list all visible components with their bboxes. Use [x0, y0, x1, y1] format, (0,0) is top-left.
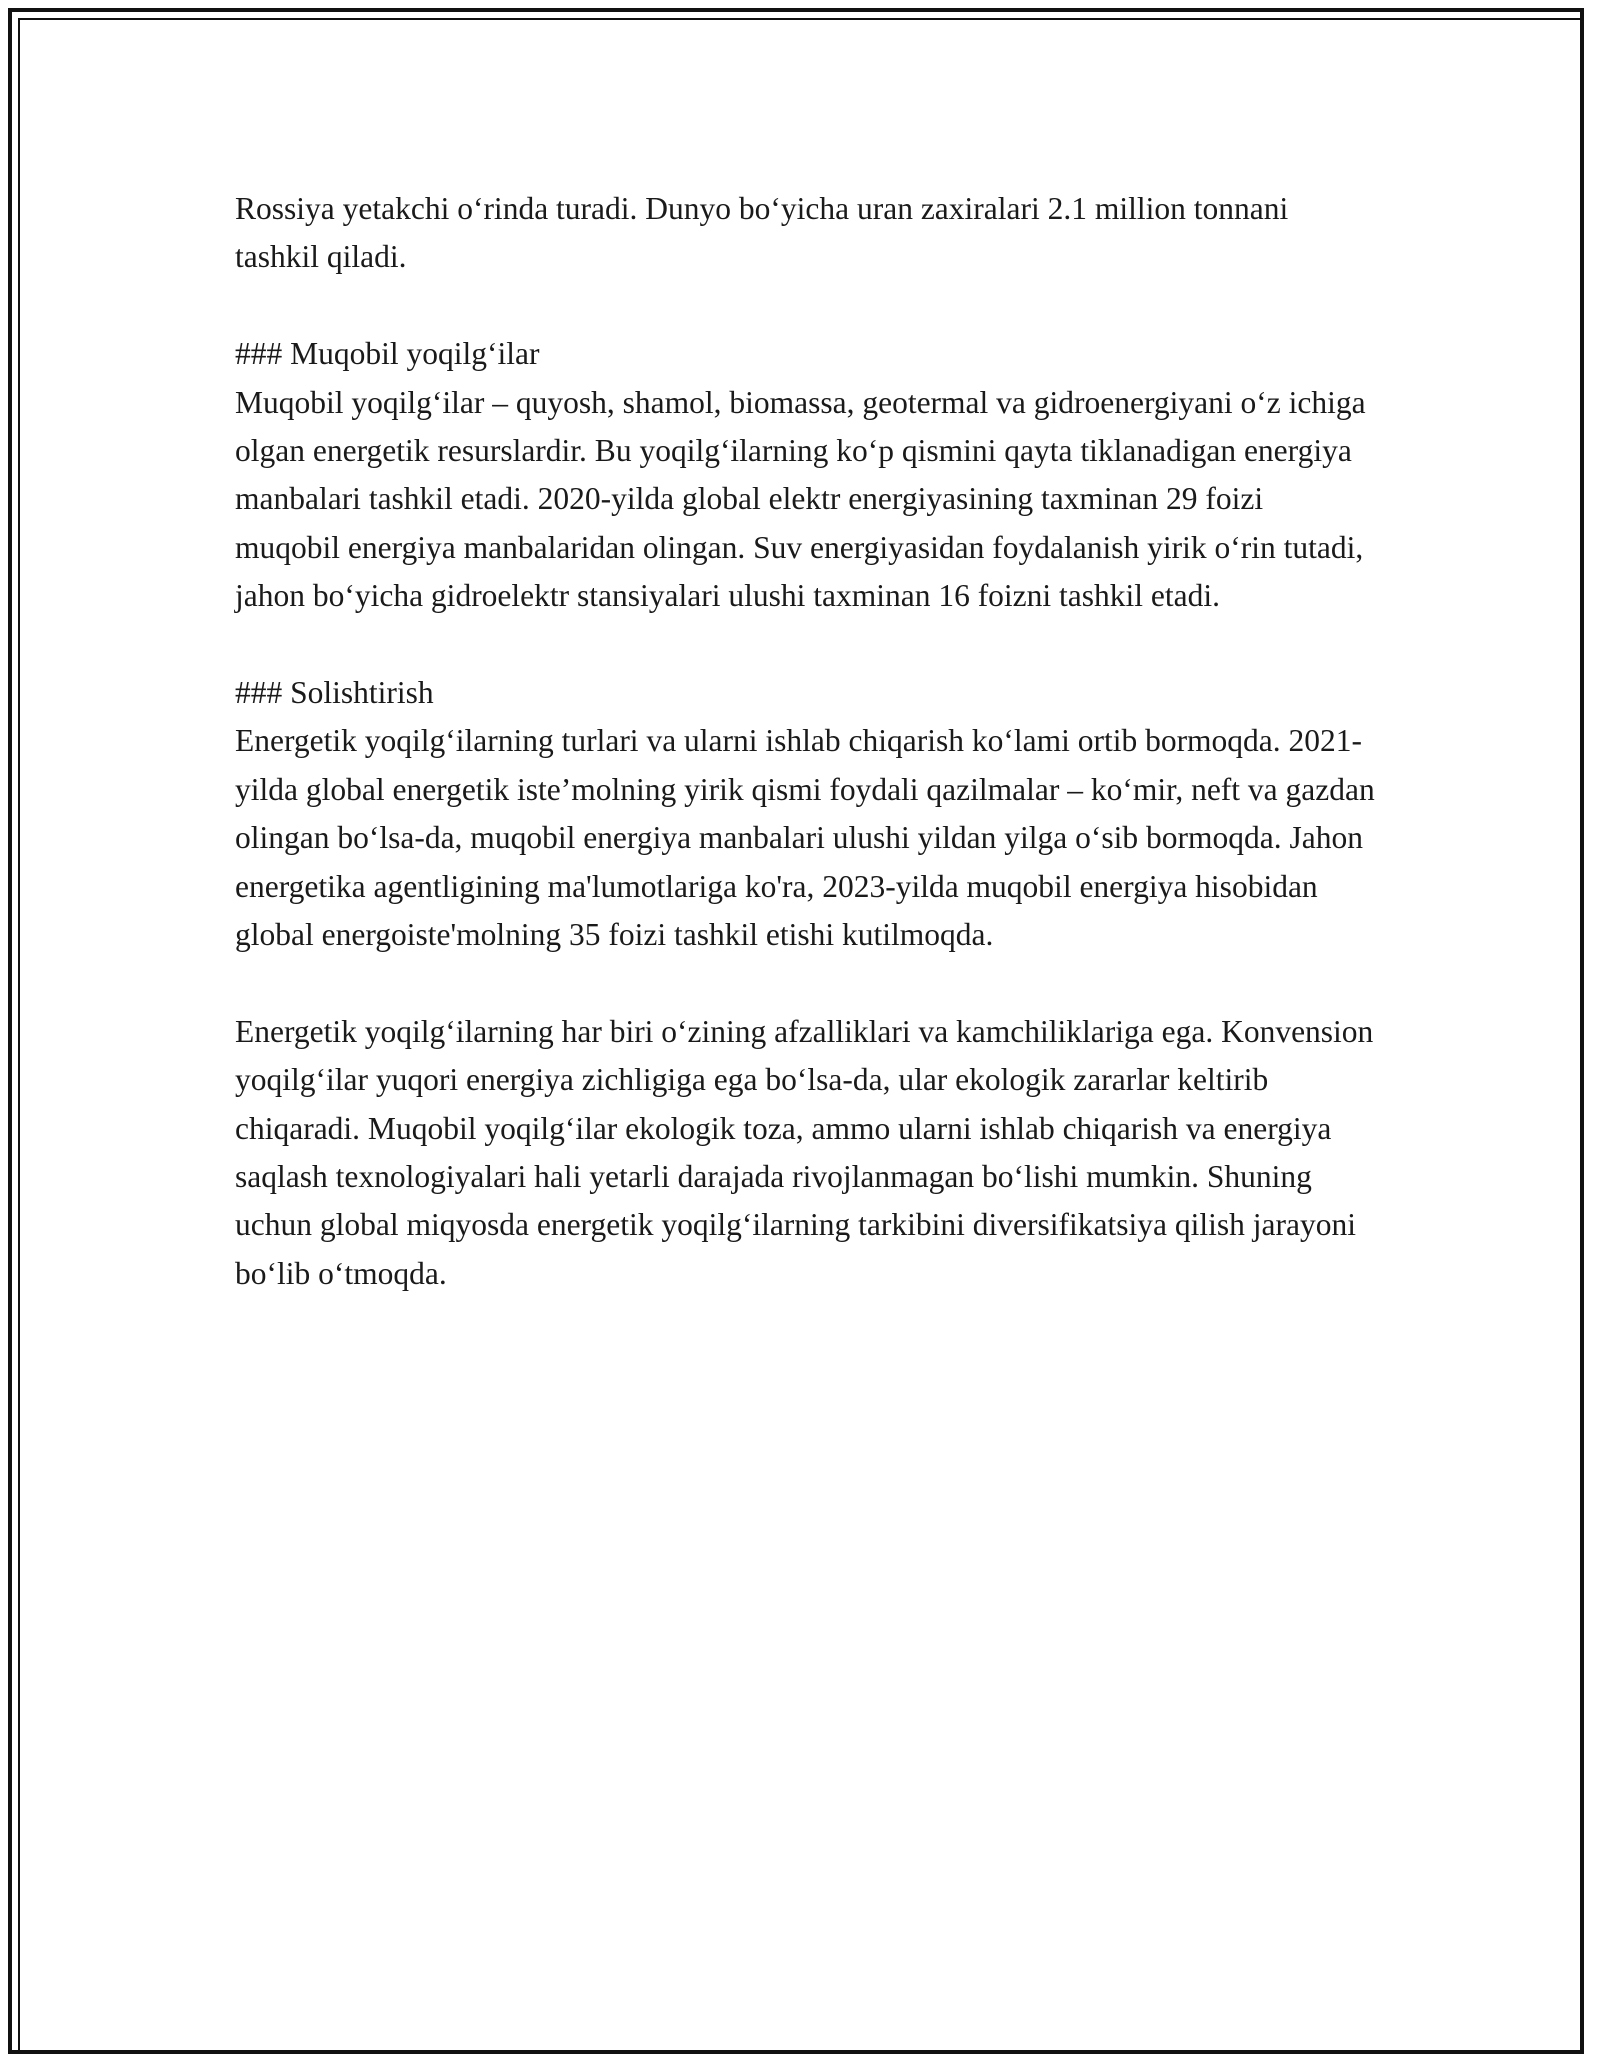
paragraph-uranium-reserves: Rossiya yetakchi o‘rinda turadi. Dunyo bo‘yicha uran zaxiralari 2.1 million tonnani tashkil qiladi.	[235, 191, 1289, 275]
heading-comparison: ### Solishtirish	[235, 675, 434, 711]
paragraph-spacer	[235, 959, 1375, 1007]
heading-alternative-fuels: ### Muqobil yoqilg‘ilar	[235, 336, 540, 372]
paragraph-pros-cons: Energetik yoqilg‘ilarning har biri o‘zining afzalliklari va kamchiliklariga ega. Konvension yoqilg‘ilar yuqori energiya zichligiga ega bo‘lsa-da, ular ekologik zararlar keltirib chiqaradi. Muqobil yoqilg‘ilar ekologik toza, ammo ularni ishlab chiqarish va energiya saqlash texnologiyalari hali yetarli darajada rivojlanmagan bo‘lishi mumkin. Shuning uchun global miqyosda energetik yoqilg‘ilarning tarkibini diversifikatsiya qilish jarayoni bo‘lib o‘tmoqda.	[235, 1013, 1374, 1291]
paragraph-spacer	[235, 621, 1375, 669]
paragraph-alternative-fuels: Muqobil yoqilg‘ilar – quyosh, shamol, biomassa, geotermal va gidroenergiyani o‘z ichiga olgan energetik resurslardir. Bu yoqilg‘ilarning ko‘p qismini qayta tiklanadigan energiya manbalari tashkil etadi. 2020-yilda global elektr energiyasining taxminan 29 foizi muqobil energiya manbalaridan olingan. Suv energiyasidan foydalanish yirik o‘rin tutadi, jahon bo‘yicha gidroelektr stansiyalari ulushi taxminan 16 foizni tashkil etadi.	[235, 384, 1366, 614]
paragraph-comparison: Energetik yoqilg‘ilarning turlari va ularni ishlab chiqarish ko‘lami ortib bormoqda. 2021-yilda global energetik iste’molning yirik qismi foydali qazilmalar – ko‘mir, neft va gazdan olingan bo‘lsa-da, muqobil energiya manbalari ulushi yildan yilga o‘sib bormoqda. Jahon energetika agentligining ma'lumotlariga ko'ra, 2023-yilda muqobil energiya hisobidan global energoiste'molning 35 foizi tashkil etishi kutilmoqda.	[235, 723, 1375, 953]
document-body	[235, 185, 1375, 1298]
paragraph-spacer	[235, 282, 1375, 330]
